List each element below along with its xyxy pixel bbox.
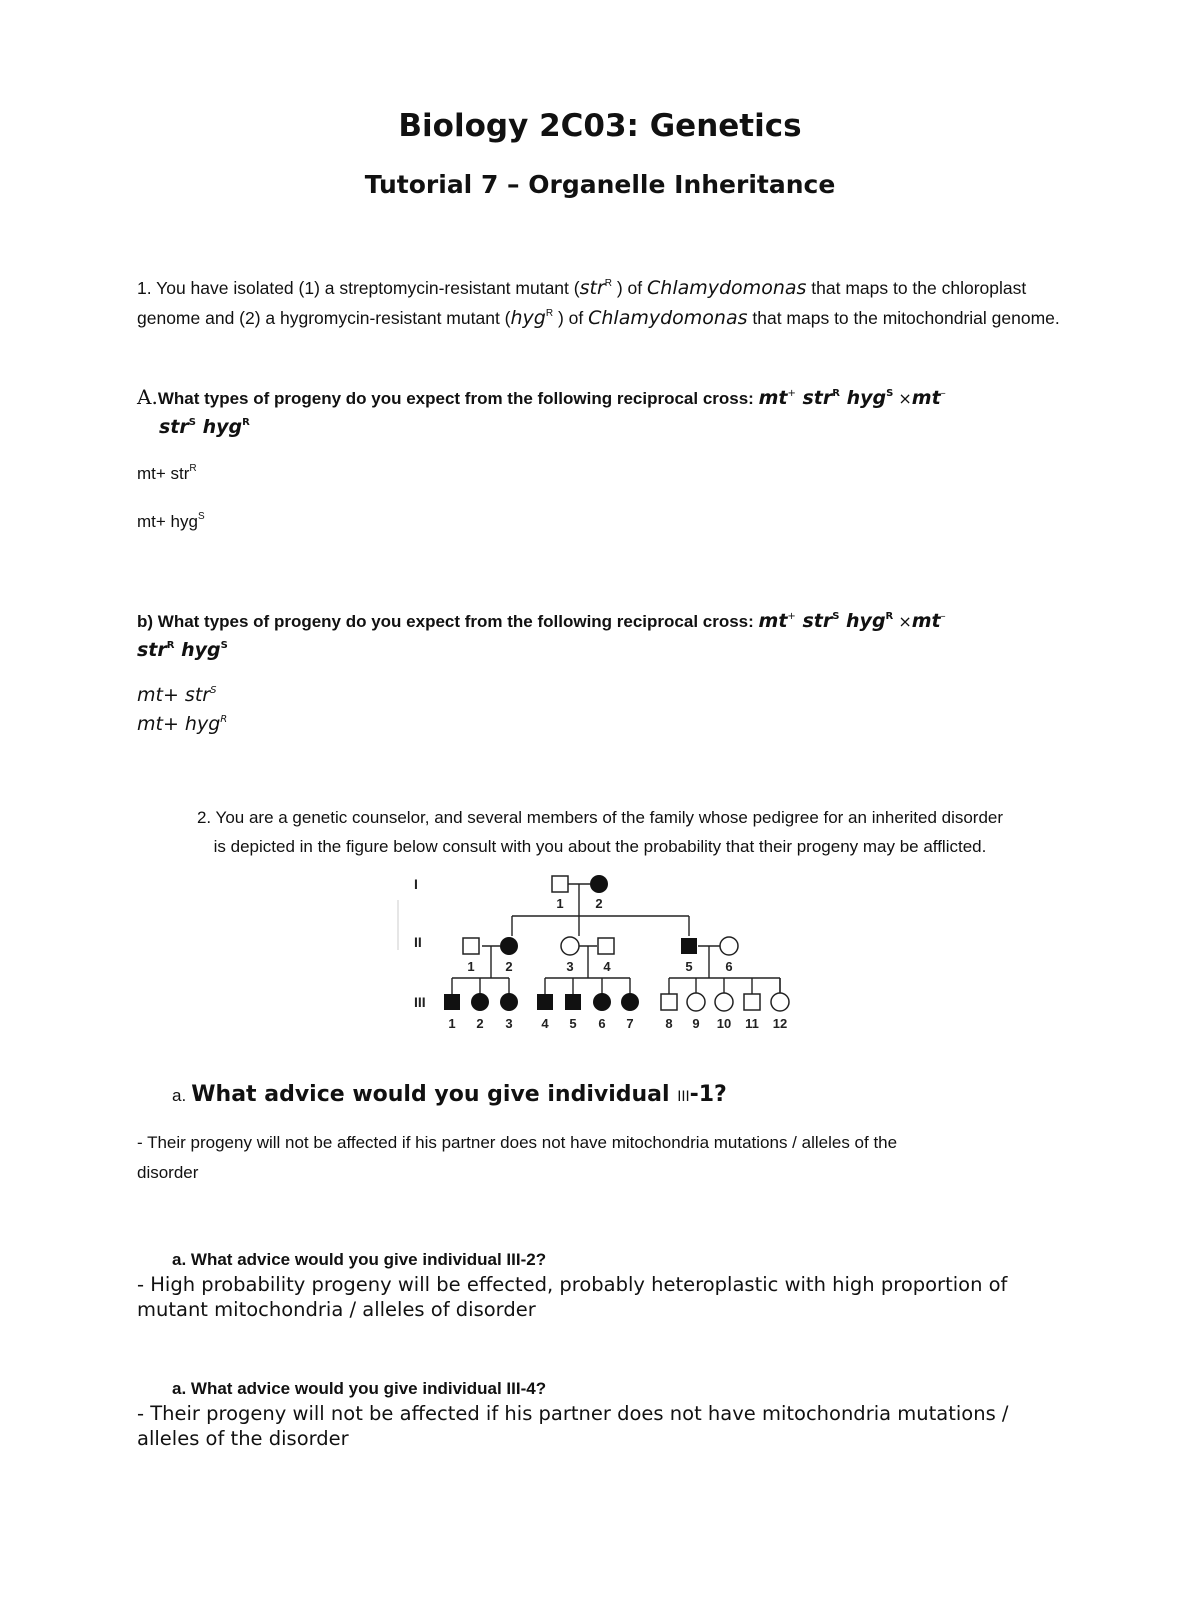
part-b-answer-1-text: mt+ str [137, 684, 211, 706]
part-a-answer-2-text: mt+ hyg [137, 512, 198, 531]
q2a-roman: III [677, 1089, 690, 1105]
q1-text-1: 1. You have isolated (1) a streptomycin-resistant mutant ( [137, 278, 580, 298]
individual-iii-5-affected-male [565, 994, 581, 1010]
part-b-marker: b) [137, 612, 154, 631]
q1-text-4: ) of [553, 308, 589, 328]
individual-ii-6-unaffected-female [720, 937, 738, 955]
individual-ii-1-unaffected-male [463, 938, 479, 954]
part-a-marker: A. [137, 385, 158, 409]
q1-hyg-sup: R [545, 308, 554, 319]
generation-label-ii: II [414, 934, 422, 950]
part-b-times: × [898, 612, 912, 631]
part-a-hyg1-sup: S [886, 388, 894, 399]
label-ii-1: 1 [467, 959, 475, 974]
label-iii-10: 10 [716, 1016, 732, 1031]
individual-iii-12-unaffected-female [771, 993, 789, 1011]
part-b-mt2: mt [911, 610, 941, 632]
q1-text-3: that maps to the chloroplast genome and (2) a hygromycin-resistant mutant ( [137, 278, 1027, 328]
part-b-hyg2: hyg [181, 639, 221, 661]
label-ii-5: 5 [685, 959, 693, 974]
part-b-question [137, 607, 1037, 665]
part-a-answer-2 [137, 512, 205, 532]
part-a-hyg2: hyg [202, 416, 243, 438]
part-a-answer-1-text: mt+ str [137, 464, 190, 483]
individual-iii-10-unaffected-female [715, 993, 733, 1011]
q1-organism-2: Chlamydomonas [588, 307, 748, 329]
part-a-hyg2-sup: R [242, 417, 250, 428]
pedigree-figure [396, 868, 806, 1038]
q1-hyg-symbol: hyg [510, 307, 546, 329]
part-a-str2-sup: S [188, 417, 196, 428]
part-b-hyg1: hyg [846, 610, 886, 632]
individual-ii-3-unaffected-female [561, 937, 579, 955]
label-iii-2: 2 [476, 1016, 484, 1031]
part-a-answer-1-sup: R [189, 463, 197, 474]
label-iii-7: 7 [626, 1016, 634, 1031]
document-title: Biology 2C03: Genetics [398, 108, 802, 144]
q2a-answer [137, 1128, 1077, 1188]
label-iii-1: 1 [448, 1016, 456, 1031]
q2-question-b [172, 1250, 546, 1270]
individual-iii-7-affected-female [621, 993, 639, 1011]
individual-iii-4-affected-male [537, 994, 553, 1010]
q2a-marker: a. [172, 1086, 187, 1105]
q2a-answer-line-1: - Their progeny will not be affected if his partner does not have mitochondria mutations / alleles of the [137, 1133, 898, 1152]
part-b-hyg2-sup: S [220, 640, 228, 651]
q2c-answer: - Their progeny will not be affected if his partner does not have mitochondria mutations / alleles of the disorder [137, 1402, 1009, 1450]
individual-iii-8-unaffected-male [661, 994, 677, 1010]
part-a-str1: str [802, 387, 833, 409]
part-b-answer-1-sup: S [210, 685, 217, 696]
label-iii-12: 12 [772, 1016, 788, 1031]
part-b-answer-2-text: mt+ hyg [137, 713, 221, 735]
label-iii-9: 9 [692, 1016, 700, 1031]
q2c-marker: a. [172, 1379, 187, 1398]
label-ii-2: 2 [505, 959, 513, 974]
part-b-str1: str [802, 610, 833, 632]
q1-text-5: that maps to the mitochondrial genome. [747, 308, 1060, 328]
label-iii-3: 3 [505, 1016, 513, 1031]
part-b-str1-sup: S [832, 611, 840, 622]
individual-iii-11-unaffected-male [744, 994, 760, 1010]
part-b-mt1: mt [758, 610, 788, 632]
part-a-mt2: mt [911, 387, 941, 409]
q1-organism: Chlamydomonas [647, 277, 807, 299]
q2a-answer-line-2: disorder [137, 1163, 199, 1182]
question-1-intro [137, 273, 1077, 333]
label-iii-11: 11 [745, 1016, 759, 1031]
label-iii-6: 6 [598, 1016, 606, 1031]
part-a-answer-2-sup: S [197, 511, 205, 522]
q2b-answer: - High probability progeny will be effected, probably heteroplastic with high proportion of mutant mitochondria / alleles of disorder [137, 1273, 1008, 1321]
individual-iii-1-affected-male [444, 994, 460, 1010]
part-a-question [137, 383, 1037, 442]
q2-question-c [172, 1379, 546, 1399]
q2c-question-text: What advice would you give individual III-4? [190, 1379, 547, 1398]
part-a-str2: str [159, 416, 189, 438]
individual-iii-2-affected-female [471, 993, 489, 1011]
part-b-answer-2-sup: R [220, 714, 228, 725]
q1-str-sup: R [604, 278, 612, 289]
label-i-1: 1 [556, 896, 564, 911]
q1-text-2: ) of [612, 278, 648, 298]
part-b-mt1-sup: + [787, 611, 796, 622]
part-a-mt1-sup: + [787, 388, 796, 399]
q2b-marker: a. [172, 1250, 187, 1269]
part-a-mt1: mt [758, 387, 788, 409]
part-b-mt2-sup: – [940, 611, 946, 622]
part-a-times: × [898, 389, 912, 408]
individual-ii-5-affected-male [681, 938, 697, 954]
label-ii-4: 4 [603, 959, 611, 974]
q2b-question-text: What advice would you give individual III-2? [190, 1250, 547, 1269]
label-i-2: 2 [595, 896, 603, 911]
q2a-question-text: What advice would you give individual [191, 1082, 678, 1107]
individual-ii-2-affected-female [500, 937, 518, 955]
individual-iii-9-unaffected-female [687, 993, 705, 1011]
q1-str-symbol: str [579, 277, 605, 299]
part-b-answer-1 [137, 684, 216, 706]
individual-iii-6-affected-female [593, 993, 611, 1011]
label-ii-3: 3 [566, 959, 574, 974]
individual-i-2-affected-female [590, 875, 608, 893]
part-b-answer-2 [137, 713, 227, 735]
q2-question-a [172, 1082, 727, 1107]
individual-ii-4-unaffected-male [598, 938, 614, 954]
part-a-str1-sup: R [832, 388, 840, 399]
q2a-suffix: -1? [689, 1082, 727, 1107]
generation-label-iii: III [414, 994, 426, 1010]
part-a-mt2-sup: – [940, 388, 946, 399]
part-a-answer-1 [137, 464, 197, 484]
question-2-line-1: 2. You are a genetic counselor, and several members of the family whose pedigree for an inherited disorder [196, 808, 1004, 827]
part-a-question-text: What types of progeny do you expect from the following reciprocal cross: [157, 389, 759, 408]
question-2-line-2: is depicted in the figure below consult with you about the probability that their progeny may be afflicted. [213, 837, 987, 856]
part-a-hyg1: hyg [846, 387, 887, 409]
label-iii-5: 5 [569, 1016, 577, 1031]
individual-iii-3-affected-female [500, 993, 518, 1011]
label-ii-6: 6 [725, 959, 733, 974]
part-b-question-text: What types of progeny do you expect from the following reciprocal cross: [153, 612, 759, 631]
label-iii-4: 4 [541, 1016, 549, 1031]
label-iii-8: 8 [665, 1016, 673, 1031]
individual-i-1-unaffected-male [552, 876, 568, 892]
part-b-str2-sup: R [166, 640, 175, 651]
part-b-hyg1-sup: R [885, 611, 894, 622]
generation-label-i: I [414, 876, 418, 892]
document-subtitle: Tutorial 7 – Organelle Inheritance [364, 170, 836, 199]
question-2-intro [0, 803, 1200, 861]
part-b-str2: str [137, 639, 167, 661]
